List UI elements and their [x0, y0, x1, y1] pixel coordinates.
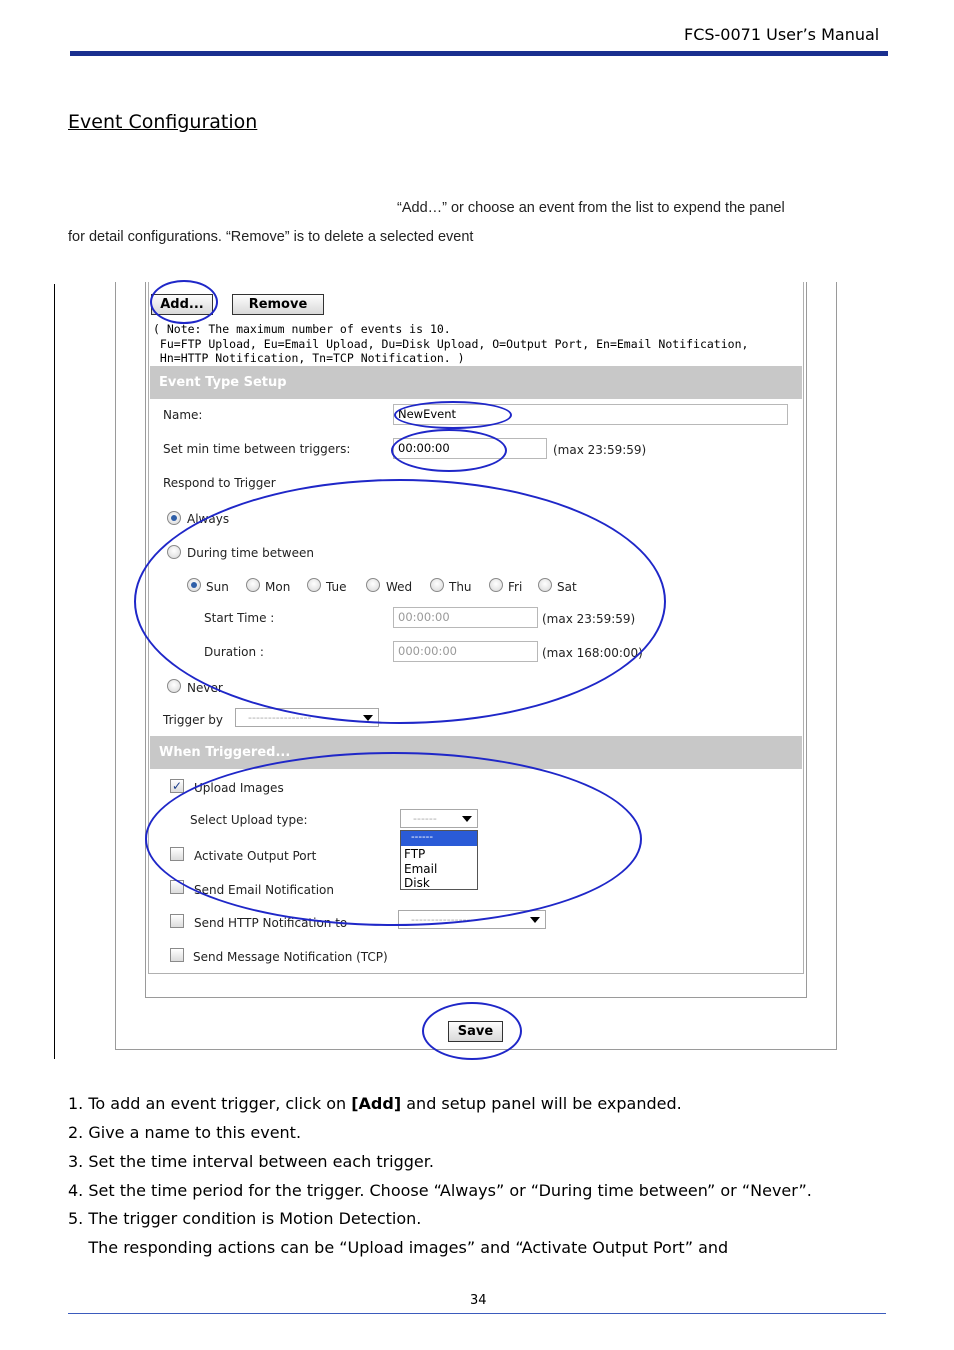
intro-line-2: for detail configurations. “Remove” is to delete a selected event: [68, 229, 474, 245]
output-port-label: Activate Output Port: [194, 849, 317, 863]
check-mark-icon: ✓: [171, 779, 183, 793]
day-sun-label: Sun: [206, 580, 229, 594]
duration-label: Duration :: [204, 645, 264, 659]
email-notification-label: Send Email Notification: [194, 883, 334, 897]
step-4: 4. Set the time period for the trigger. Choose “Always” or “During time between” or “Never”.: [68, 1181, 812, 1200]
section-title: Event Configuration: [68, 111, 258, 133]
duration-input[interactable]: 000:00:00: [393, 641, 538, 662]
min-time-input[interactable]: 00:00:00: [393, 438, 547, 459]
annotation-ellipse-min-time: [391, 429, 507, 472]
remove-button[interactable]: Remove: [232, 294, 324, 315]
event-type-setup-header: Event Type Setup: [150, 366, 802, 399]
upload-option-email[interactable]: Email: [404, 862, 438, 876]
never-label: Never: [187, 681, 223, 695]
day-sat-label: Sat: [557, 580, 577, 594]
step-5-continued: The responding actions can be “Upload images” and “Activate Output Port” and: [68, 1238, 729, 1257]
day-thu-label: Thu: [449, 580, 472, 594]
tcp-notification-checkbox[interactable]: [170, 948, 184, 962]
day-mon-label: Mon: [265, 580, 291, 594]
start-time-max: (max 23:59:59): [542, 612, 636, 626]
trigger-by-value: ----------------: [248, 711, 312, 724]
always-radio[interactable]: [167, 511, 181, 525]
page-number: 34: [470, 1293, 487, 1308]
note-line-1: ( Note: The maximum number of events is 10.: [153, 322, 451, 336]
tcp-notification-label: Send Message Notification (TCP): [193, 950, 388, 964]
step-3: 3. Set the time interval between each trigger.: [68, 1152, 434, 1171]
day-wed-label: Wed: [386, 580, 413, 594]
min-time-label: Set min time between triggers:: [163, 442, 351, 456]
never-radio[interactable]: [167, 679, 181, 693]
day-fri-label: Fri: [508, 580, 523, 594]
upload-images-label: Upload Images: [194, 781, 284, 795]
always-label: Always: [187, 512, 230, 526]
save-button[interactable]: Save: [448, 1021, 503, 1042]
http-notification-checkbox[interactable]: [170, 914, 184, 928]
http-notification-label: Send HTTP Notification to: [194, 916, 348, 930]
event-name-input[interactable]: NewEvent: [393, 404, 788, 425]
step-5: 5. The trigger condition is Motion Detection.: [68, 1209, 422, 1228]
start-time-label: Start Time :: [204, 611, 275, 625]
upload-images-checkbox[interactable]: [170, 779, 184, 793]
annotation-ellipse-actions: [145, 752, 642, 926]
upload-type-value: ------: [413, 812, 437, 825]
start-time-input[interactable]: 00:00:00: [393, 607, 538, 628]
day-tue-label: Tue: [326, 580, 347, 594]
header-rule: [70, 51, 888, 56]
annotation-ellipse-save: [422, 1002, 522, 1060]
duration-max: (max 168:00:00): [542, 646, 643, 660]
name-label: Name:: [163, 408, 203, 422]
left-guide-line: [54, 284, 55, 1059]
add-button[interactable]: Add...: [151, 294, 213, 315]
dropdown-arrow-icon: [530, 917, 540, 923]
http-notification-value: ----------------: [411, 913, 475, 926]
upload-option-none[interactable]: ------: [401, 831, 477, 846]
when-triggered-header: When Triggered...: [150, 736, 802, 769]
footer-rule: [68, 1313, 886, 1314]
annotation-ellipse-add: [150, 280, 218, 324]
during-label: During time between: [187, 546, 314, 560]
intro-line-1: “Add…” or choose an event from the list to expend the panel: [397, 200, 785, 216]
note-line-3: Hn=HTTP Notification, Tn=TCP Notification. ): [153, 351, 465, 365]
upload-option-disk[interactable]: Disk: [404, 876, 430, 890]
step-2: 2. Give a name to this event.: [68, 1123, 302, 1142]
min-time-max: (max 23:59:59): [553, 443, 647, 457]
trigger-by-label: Trigger by: [163, 713, 223, 727]
respond-label: Respond to Trigger: [163, 476, 276, 490]
annotation-ellipse-name: [394, 401, 512, 429]
upload-type-label: Select Upload type:: [190, 813, 308, 827]
upload-option-ftp[interactable]: FTP: [404, 847, 426, 861]
note-line-2: Fu=FTP Upload, Eu=Email Upload, Du=Disk Upload, O=Output Port, En=Email Notification,: [153, 337, 749, 351]
annotation-ellipse-schedule: [134, 479, 666, 724]
step-1: 1. To add an event trigger, click on [Add] and setup panel will be expanded.: [68, 1094, 682, 1113]
manual-title: FCS-0071 User’s Manual: [684, 25, 880, 44]
